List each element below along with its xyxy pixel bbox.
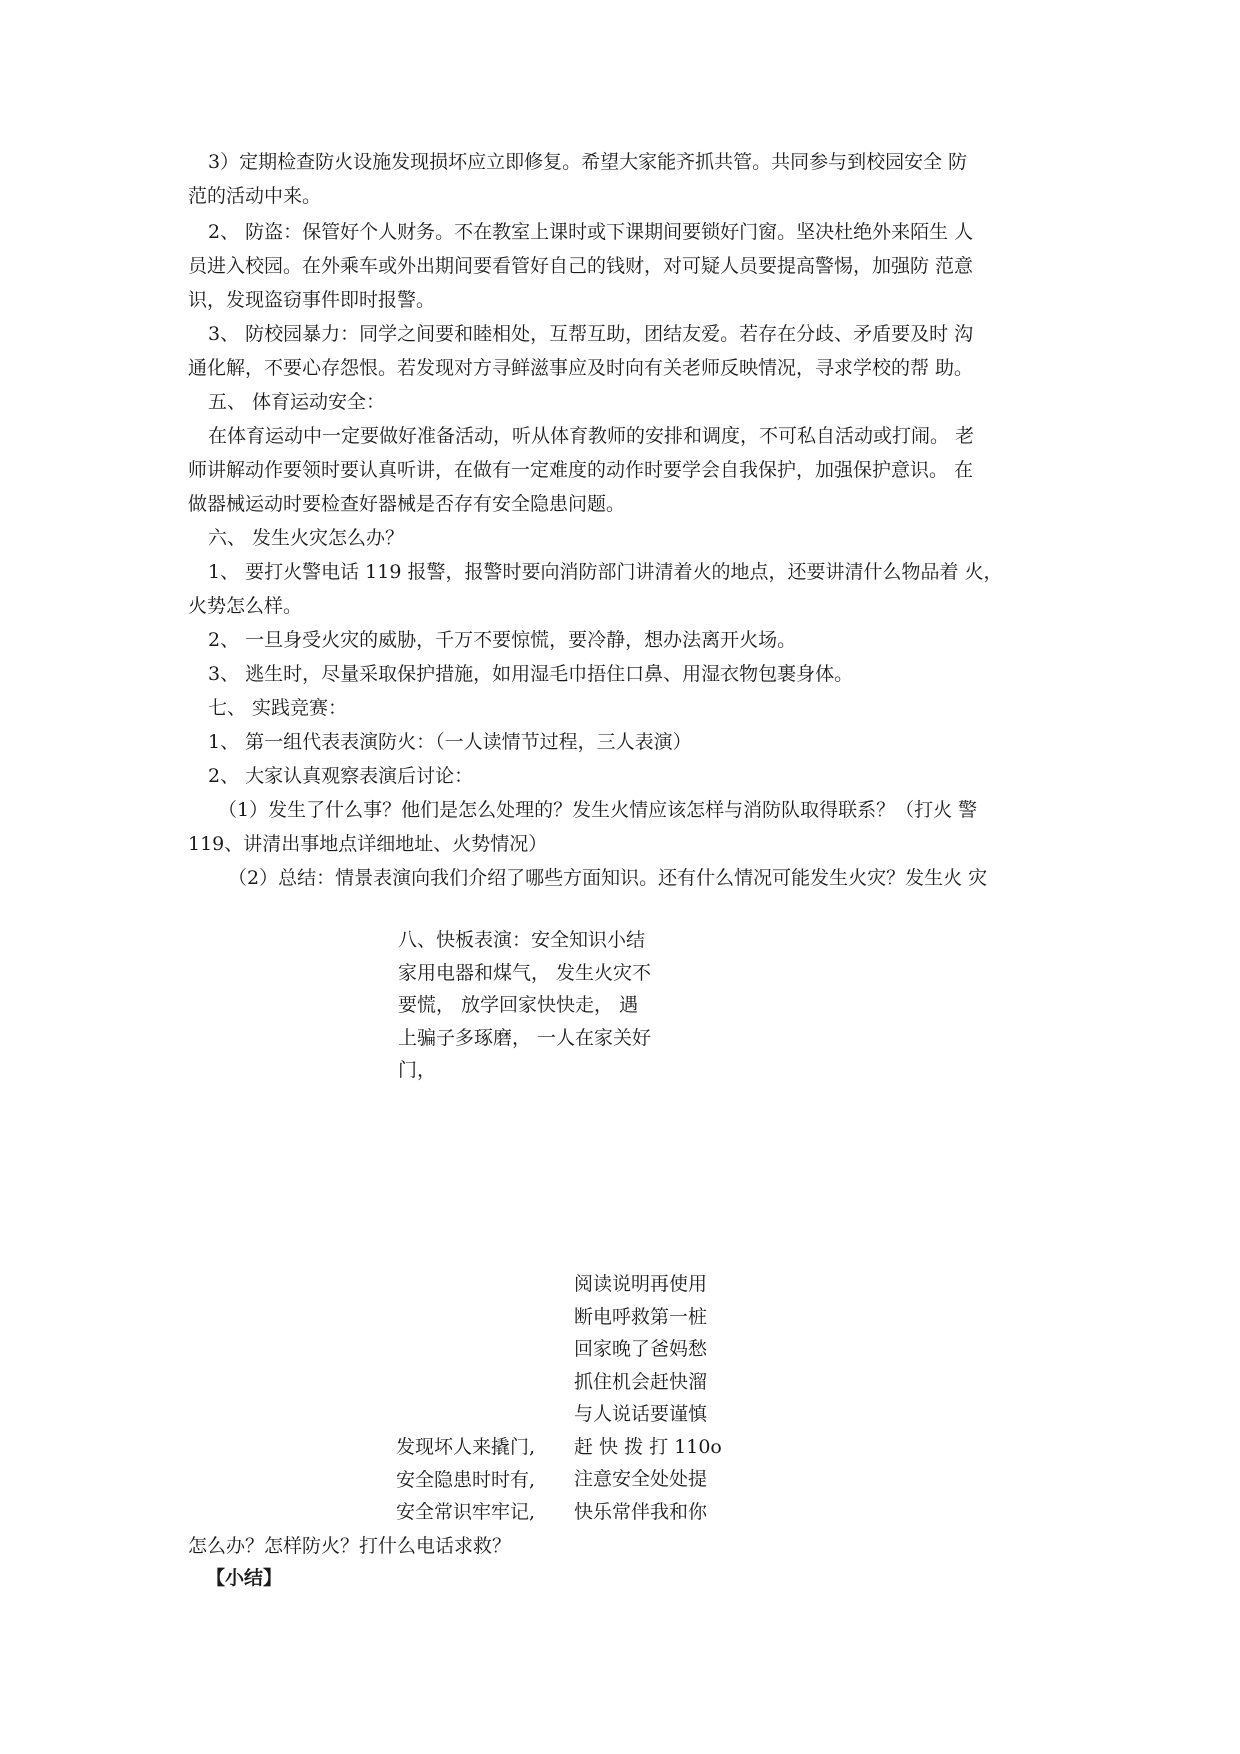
body-line: 员进入校园。在外乘车或外出期间要看管好自己的钱财，对可疑人员要提高警惕，加强防 范意: [188, 255, 974, 277]
body-line: 3）定期检查防火设施发现损坏应立即修复。希望大家能齐抓共管。共同参与到校园安全 防: [208, 151, 968, 173]
body-line: 1、 第一组代表表演防火：（一人读情节过程，三人表演）: [208, 731, 692, 753]
body-line: 范的活动中来。: [188, 185, 322, 207]
body-line: 1、 要打火警电话 119 报警，报警时要向消防部门讲清着火的地点，还要讲清什么物品着 火，: [208, 561, 1003, 583]
summary-heading: 【小结】: [206, 1567, 283, 1589]
body-line: 在体育运动中一定要做好准备活动，听从体育教师的安排和调度，不可私自活动或打闹。 老: [208, 425, 975, 447]
rhyme-line: 阅读说明再使用: [574, 1273, 708, 1295]
body-line: 通化解，不要心存怨恨。若发现对方寻鲜滋事应及时向有关老师反映情况，寻求学校的帮 助。: [188, 357, 974, 379]
body-line: 119、讲清出事地点详细地址、火势情况）: [188, 833, 548, 855]
section-heading: 七、 实践竞赛：: [208, 697, 348, 719]
rhyme-line: 家用电器和煤气， 发生火灾不: [398, 961, 652, 984]
body-line: 2、 防盗：保管好个人财务。不在教室上课时或下课期间要锁好门窗。坚决杜绝外来陌生 人: [208, 221, 974, 243]
rhyme-block-3: [396, 1431, 535, 1529]
rhyme-block-1: [398, 924, 651, 1087]
section-heading: 六、 发生火灾怎么办？: [208, 527, 405, 549]
rhyme-line: 赶 快 拨 打 110o: [574, 1435, 722, 1458]
rhyme-line: 八、快板表演：安全知识小结: [398, 929, 646, 951]
rhyme-line: 断电呼救第一桩: [574, 1305, 708, 1328]
rhyme-line: 门，: [398, 1059, 437, 1081]
rhyme-line: 上骗子多琢磨， 一人在家关好: [398, 1026, 652, 1049]
body-line: （1）发生了什么事？他们是怎么处理的？发生火情应该怎样与消防队取得联系？（打火 警: [218, 799, 978, 821]
section-heading: 五、 体育运动安全：: [208, 391, 386, 413]
rhyme-line: 抓住机会赶快溜: [574, 1370, 708, 1393]
body-line: 师讲解动作要领时要认真听讲，在做有一定难度的动作时要学会自我保护，加强保护意识。 在: [188, 459, 974, 481]
rhyme-line: 回家晚了爸妈愁: [574, 1338, 708, 1360]
body-line: 识，发现盗窃事件即时报警。: [188, 289, 436, 311]
body-line: （2）总结：情景表演向我们介绍了哪些方面知识。还有什么情况可能发生火灾？发生火 灾: [228, 867, 988, 889]
closing-line: 怎么办？怎样防火？打什么电话求救？: [188, 1535, 512, 1557]
rhyme-line: 安全常识牢牢记,: [396, 1501, 536, 1523]
body-line: 做器械运动时要检查好器械是否存有安全隐患问题。: [188, 493, 626, 515]
body-line: 3、 防校园暴力：同学之间要和睦相处，互帮互助，团结友爱。若存在分歧、矛盾要及时 沟: [208, 323, 974, 345]
rhyme-line: 要慌， 放学回家快快走， 遇: [398, 994, 639, 1016]
body-line: 3、 逃生时，尽量采取保护措施，如用湿毛巾捂住口鼻、用湿衣物包裹身体。: [208, 663, 854, 685]
rhyme-line: 发现坏人来撬门,: [396, 1436, 536, 1458]
body-line: 2、 一旦身受火灾的威胁，千万不要惊慌，要冷静，想办法离开火场。: [208, 629, 797, 651]
rhyme-block-2: [574, 1268, 722, 1528]
rhyme-line: 注意安全处处提: [574, 1468, 708, 1490]
body-line: 2、 大家认真观察表演后讨论：: [208, 765, 474, 787]
rhyme-line: 与人说话要谨慎: [574, 1403, 708, 1425]
rhyme-line: 安全隐患时时有,: [396, 1468, 536, 1491]
body-line: 火势怎么样。: [188, 595, 303, 617]
rhyme-line: 快乐常伴我和你: [574, 1500, 708, 1523]
